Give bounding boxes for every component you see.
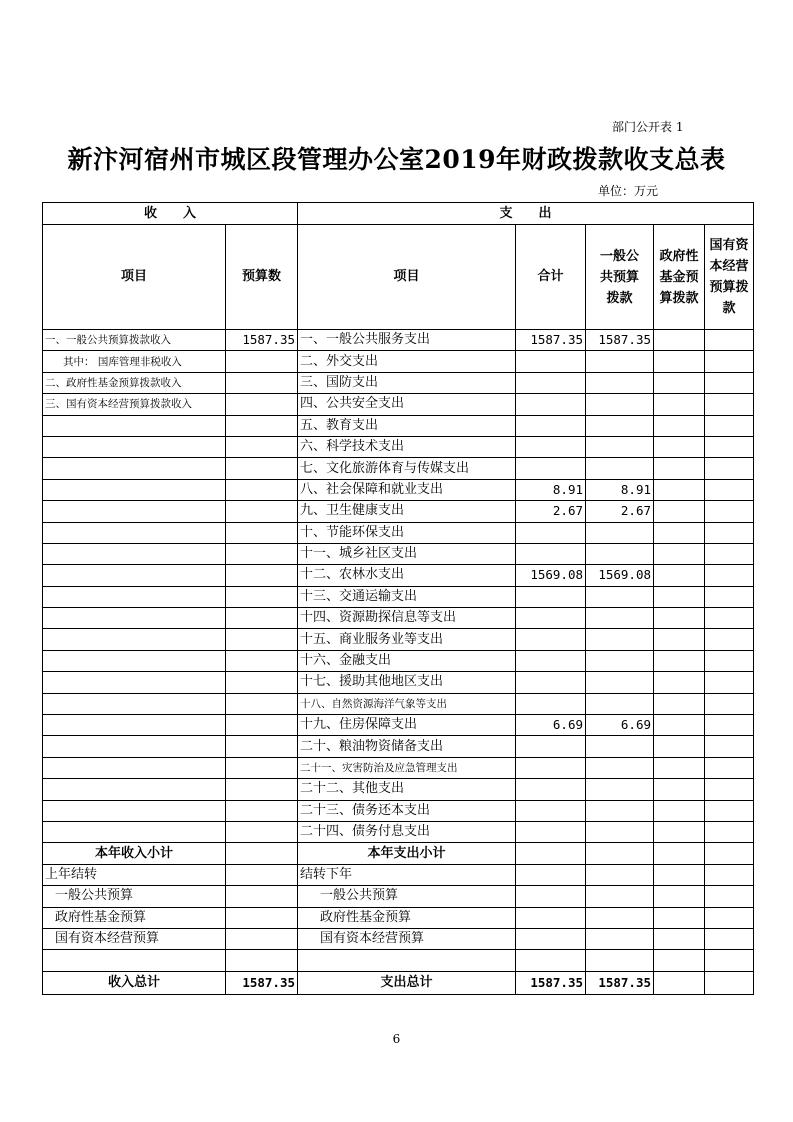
expense-general: 8.91 [586,479,654,500]
table-row [43,394,754,415]
expense-gov-fund [654,586,705,607]
expense-gov-fund [654,351,705,372]
budget-value [226,415,298,436]
table-row [43,800,754,821]
income-item: 二、政府性基金预算拨款收入 [43,372,226,393]
expense-state-capital [705,415,754,436]
income-item [43,608,226,629]
expense-item: 六、科学技术支出 [298,436,516,457]
expense-general [586,693,654,714]
expense-item: 八、社会保障和就业支出 [298,479,516,500]
table-row [43,650,754,671]
expense-item: 十、节能环保支出 [298,522,516,543]
expense-gov-fund [654,715,705,736]
form-tag: 部门公开表 1 [612,120,684,134]
expense-total [516,351,586,372]
budget-value [226,372,298,393]
empty-cell [516,886,586,907]
expense-total: 6.69 [516,715,586,736]
expense-total [516,629,586,650]
table-row [43,330,754,351]
empty-cell [586,950,654,971]
expense-state-capital [705,650,754,671]
expense-state-capital [705,351,754,372]
grand-income-label: 收入总计 [43,971,226,994]
expense-state-capital [705,757,754,778]
empty-cell [654,928,705,949]
budget-value [226,436,298,457]
expense-gov-fund [654,608,705,629]
empty-cell [654,864,705,885]
carry-in-label: 上年结转 [43,864,226,885]
budget-value [226,800,298,821]
expense-general [586,821,654,842]
income-item [43,479,226,500]
expense-total: 1587.35 [516,330,586,351]
budget-value: 1587.35 [226,330,298,351]
empty-cell [705,971,754,994]
expense-general: 2.67 [586,501,654,522]
expense-item: 一、一般公共服务支出 [298,330,516,351]
empty-cell [516,864,586,885]
income-item [43,672,226,693]
expense-total [516,436,586,457]
table-row [43,693,754,714]
budget-value [226,479,298,500]
expense-gov-fund [654,394,705,415]
expense-general: 1569.08 [586,565,654,586]
carry-out-gov-fund: 政府性基金预算 [298,907,516,928]
expense-total: 8.91 [516,479,586,500]
expense-general [586,543,654,564]
expense-total [516,757,586,778]
empty-cell [586,928,654,949]
empty-cell [516,843,586,864]
empty-cell [516,950,586,971]
expense-general [586,650,654,671]
budget-value [226,757,298,778]
expense-general [586,800,654,821]
grand-expense-total: 1587.35 [516,971,586,994]
empty-cell [298,950,516,971]
page-title: 新汴河宿州市城区段管理办公室2019年财政拨款收支总表 [67,145,726,174]
expense-item: 七、文化旅游体育与传媒支出 [298,458,516,479]
expense-general [586,586,654,607]
expense-total [516,650,586,671]
expense-gov-fund [654,415,705,436]
empty-cell [43,950,226,971]
expense-state-capital [705,394,754,415]
col-expense-item: 项目 [298,225,516,330]
budget-value [226,394,298,415]
table-row [43,543,754,564]
expense-state-capital [705,800,754,821]
expense-gov-fund [654,736,705,757]
empty-cell [654,886,705,907]
expense-item: 三、国防支出 [298,372,516,393]
income-item [43,821,226,842]
expense-item: 二十四、债务付息支出 [298,821,516,842]
expense-gov-fund [654,330,705,351]
expense-total [516,608,586,629]
income-item [43,586,226,607]
budget-value [226,543,298,564]
expense-state-capital [705,736,754,757]
col-total: 合计 [516,225,586,330]
empty-cell [705,864,754,885]
empty-cell [516,907,586,928]
table-row [43,629,754,650]
expense-general [586,757,654,778]
expense-gov-fund [654,372,705,393]
expense-state-capital [705,715,754,736]
expense-total [516,779,586,800]
expense-item: 十八、自然资源海洋气象等支出 [298,693,516,714]
unit-label: 单位：万元 [598,184,659,198]
carry-in-gov-fund: 政府性基金预算 [43,907,226,928]
table-row [43,779,754,800]
expense-gov-fund [654,501,705,522]
empty-cell [586,907,654,928]
expense-item: 十五、商业服务业等支出 [298,629,516,650]
income-item: 三、国有资本经营预算拨款收入 [43,394,226,415]
empty-cell [705,886,754,907]
table-row [43,586,754,607]
table-row [43,415,754,436]
expense-general [586,372,654,393]
expense-gov-fund [654,479,705,500]
expense-item: 十二、农林水支出 [298,565,516,586]
expense-gov-fund [654,458,705,479]
table-row [43,672,754,693]
income-item [43,629,226,650]
grand-income-value: 1587.35 [226,971,298,994]
budget-table [42,202,754,995]
empty-cell [586,886,654,907]
empty-cell [586,864,654,885]
expense-item: 五、教育支出 [298,415,516,436]
grand-expense-general: 1587.35 [586,971,654,994]
expense-state-capital [705,522,754,543]
expense-item: 二、外交支出 [298,351,516,372]
subtotal-income-label: 本年收入小计 [43,843,226,864]
expense-general [586,736,654,757]
expense-total [516,372,586,393]
expense-general: 1587.35 [586,330,654,351]
table-row [43,757,754,778]
table-row [43,821,754,842]
income-item [43,501,226,522]
budget-value [226,779,298,800]
income-item [43,800,226,821]
table-row [43,565,754,586]
empty-cell [226,864,298,885]
expense-item: 二十二、其他支出 [298,779,516,800]
expense-gov-fund [654,629,705,650]
income-item [43,543,226,564]
empty-cell [654,843,705,864]
expense-general [586,522,654,543]
income-item: 其中： 国库管理非税收入 [43,351,226,372]
expense-gov-fund [654,757,705,778]
budget-value [226,736,298,757]
empty-cell [654,950,705,971]
table-row [43,736,754,757]
budget-value [226,501,298,522]
table-row [43,608,754,629]
expense-state-capital [705,543,754,564]
expense-item: 二十一、灾害防治及应急管理支出 [298,757,516,778]
expense-total: 2.67 [516,501,586,522]
budget-value [226,650,298,671]
expense-total: 1569.08 [516,565,586,586]
income-group-header: 收 入 [43,203,298,225]
budget-value [226,351,298,372]
expense-item: 十四、资源勘探信息等支出 [298,608,516,629]
expense-total [516,394,586,415]
expense-total [516,543,586,564]
budget-value [226,458,298,479]
expense-total [516,458,586,479]
expense-item: 二十三、债务还本支出 [298,800,516,821]
expense-general [586,415,654,436]
expense-item: 二十、粮油物资储备支出 [298,736,516,757]
carry-out-state-capital: 国有资本经营预算 [298,928,516,949]
expense-total [516,736,586,757]
table-row [43,522,754,543]
empty-cell [654,907,705,928]
expense-item: 十七、援助其他地区支出 [298,672,516,693]
table-row [43,351,754,372]
table-row [43,436,754,457]
expense-gov-fund [654,650,705,671]
expense-gov-fund [654,522,705,543]
expense-state-capital [705,565,754,586]
expense-total [516,522,586,543]
expense-general [586,458,654,479]
expense-state-capital [705,330,754,351]
empty-cell [226,907,298,928]
expense-general [586,436,654,457]
expense-total [516,693,586,714]
budget-value [226,821,298,842]
budget-value [226,715,298,736]
subtotal-expense-label: 本年支出小计 [298,843,516,864]
table-row [43,458,754,479]
income-item: 一、一般公共预算拨款收入 [43,330,226,351]
empty-cell [226,886,298,907]
carry-out-label: 结转下年 [298,864,516,885]
expense-state-capital [705,372,754,393]
expense-state-capital [705,458,754,479]
table-row [43,715,754,736]
expense-general [586,351,654,372]
empty-cell [705,907,754,928]
budget-value [226,608,298,629]
expense-state-capital [705,779,754,800]
expense-state-capital [705,479,754,500]
empty-cell [705,843,754,864]
empty-cell [705,950,754,971]
expense-state-capital [705,501,754,522]
empty-cell [226,950,298,971]
col-general: 一般公共预算拨款 [586,225,654,330]
expense-gov-fund [654,821,705,842]
table-row [43,501,754,522]
expense-general [586,394,654,415]
expense-total [516,672,586,693]
table-row [43,372,754,393]
income-item [43,650,226,671]
income-item [43,436,226,457]
subtotal-income-value [226,843,298,864]
col-income-item: 项目 [43,225,226,330]
income-item [43,715,226,736]
expense-general: 6.69 [586,715,654,736]
expense-item: 十一、城乡社区支出 [298,543,516,564]
budget-value [226,629,298,650]
empty-cell [586,843,654,864]
page-number: 6 [392,1032,401,1046]
expense-total [516,821,586,842]
income-item [43,565,226,586]
income-item [43,693,226,714]
expense-total [516,800,586,821]
expense-gov-fund [654,436,705,457]
expense-state-capital [705,821,754,842]
expense-item: 九、卫生健康支出 [298,501,516,522]
budget-value [226,672,298,693]
income-item [43,458,226,479]
expense-general [586,629,654,650]
expense-item: 十九、住房保障支出 [298,715,516,736]
income-item [43,757,226,778]
expense-item: 四、公共安全支出 [298,394,516,415]
budget-value [226,586,298,607]
empty-cell [654,971,705,994]
carry-in-general: 一般公共预算 [43,886,226,907]
empty-cell [705,928,754,949]
expense-gov-fund [654,565,705,586]
expense-general [586,779,654,800]
expense-general [586,672,654,693]
col-gov-fund: 政府性基金预算拨款 [654,225,705,330]
expense-state-capital [705,629,754,650]
expense-item: 十三、交通运输支出 [298,586,516,607]
income-item [43,779,226,800]
expense-state-capital [705,672,754,693]
empty-cell [516,928,586,949]
expense-state-capital [705,608,754,629]
expense-state-capital [705,436,754,457]
expense-group-header: 支 出 [298,203,754,225]
income-item [43,415,226,436]
expense-gov-fund [654,800,705,821]
budget-value [226,565,298,586]
grand-expense-label: 支出总计 [298,971,516,994]
carry-out-general: 一般公共预算 [298,886,516,907]
expense-gov-fund [654,693,705,714]
income-item [43,736,226,757]
expense-total [516,415,586,436]
empty-cell [226,928,298,949]
expense-gov-fund [654,779,705,800]
budget-value [226,693,298,714]
expense-general [586,608,654,629]
expense-total [516,586,586,607]
expense-gov-fund [654,543,705,564]
expense-state-capital [705,586,754,607]
budget-value [226,522,298,543]
expense-state-capital [705,693,754,714]
col-state-capital: 国有资本经营预算拨款 [705,225,754,330]
table-row [43,479,754,500]
col-budget: 预算数 [226,225,298,330]
expense-gov-fund [654,672,705,693]
income-item [43,522,226,543]
expense-item: 十六、金融支出 [298,650,516,671]
carry-in-state-capital: 国有资本经营预算 [43,928,226,949]
